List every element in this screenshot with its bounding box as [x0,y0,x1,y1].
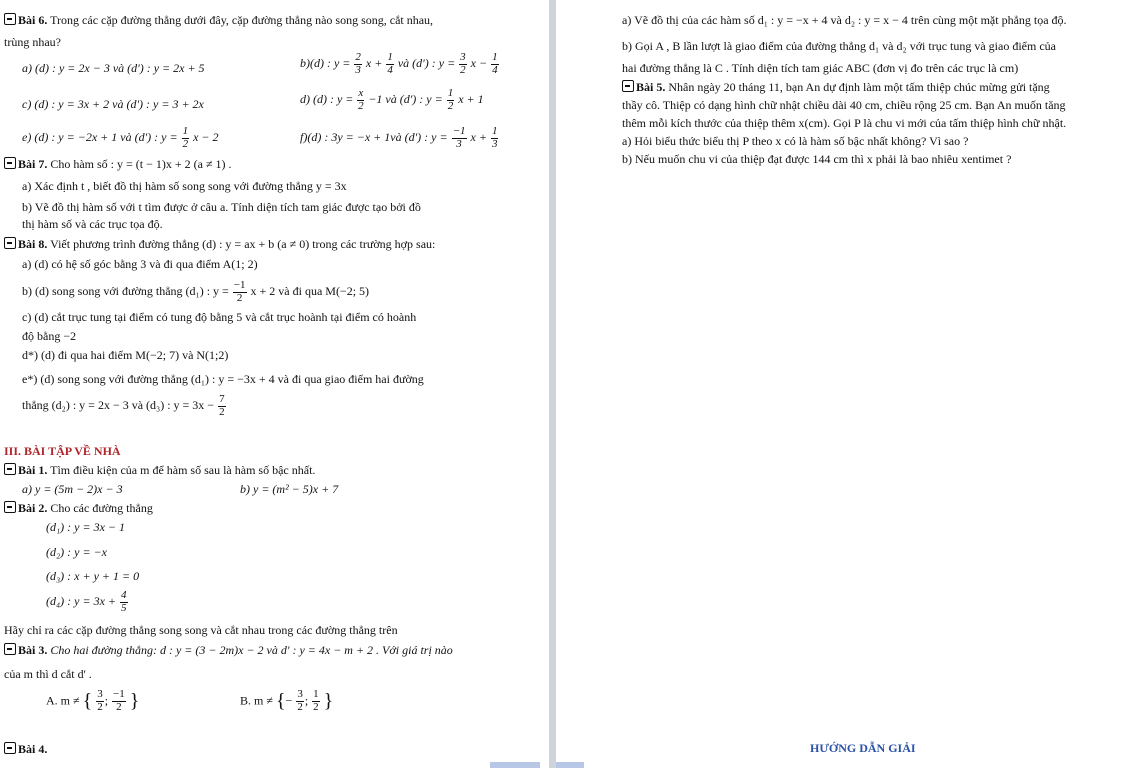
hw3-heading: Bài 3. Cho hai đường thẳng: d : y = (3 − 2m)x − 2 và d' : y = 4x − m + 2 . Với giá trị nào [4,642,453,658]
bai8-d: d*) (d) đi qua hai điểm M(−2; 7) và N(1;2) [22,348,229,362]
guide-heading: HƯỚNG DẪN GIẢI [810,741,916,755]
bai8-e2: thẳng (d₂) : y = 2x − 3 và (d₃) : y = 3x − $\frac{7}{2}$ [22,393,225,418]
pencil-icon [4,237,16,249]
pencil-icon [4,501,16,513]
bai6-e: e) (d) : y = −2x + 1 và (d') : y = $\frac{1}{2}$ x − 2 [22,125,219,150]
hw2-d2: (d₂) : y = −x [46,545,108,559]
pencil-icon [4,643,16,655]
hw4-heading: Bài 4. [4,741,47,757]
page-bottom-bar [556,762,584,768]
bai6-f: f)(d) : 3y = −x + 1và (d') : y = $\frac{-1}{3}$ x + $\frac{1}{3}$ [300,125,498,150]
hw3-option-b: B. m ≠ {− $\frac{3}{2}$ ; $\frac{1}{2}$ } [240,688,334,713]
hw3-option-a: A. m ≠ { $\frac{3}{2}$ ; $\frac{-1}{2}$ } [46,688,140,713]
bai6-b: b)(d) : y = $\frac{2}{3}$ x + $\frac{1}{4}$ và (d') : y = $\frac{3}{2}$ x − $\frac{1}{4}$ [300,51,498,76]
pencil-icon [4,157,16,169]
bai7-b1: b) Vẽ đồ thị hàm số với t tìm được ở câu a. Tính diện tích tam giác được tạo bởi đồ [22,200,421,214]
hw2-d1: (d₁) : y = 3x − 1 [46,520,126,534]
hw2-ask: Hãy chỉ ra các cặp đường thẳng song song và cắt nhau trong các đường thẳng trên [4,623,398,637]
bai8-b: b) (d) song song với đường thẳng (d₁) : y = $\frac{-1}{2}$ x + 2 và đi qua M(−2; 5) [22,279,370,304]
pencil-icon [622,80,634,92]
pencil-icon [4,463,16,475]
bai6-d: d) (d) : y = $\frac{x}{2}$ −1 và (d') : y = $\frac{1}{2}$ x + 1 [300,87,484,112]
bai5-a: a) Hỏi biểu thức biểu thị P theo x có là hàm số bậc nhất không? Vì sao ? [622,134,969,148]
pencil-icon [4,13,16,25]
bai5-text2: thầy cô. Thiệp có dạng hình chữ nhật chiều dài 40 cm, chiều rộng 25 cm. Bạn An muốn tăng [622,98,1066,112]
right-a: a) Vẽ đồ thị của các hàm số d₁ : y = −x + 4 và d₂ : y = x − 4 trên cùng một mặt phẳng tọa độ. [622,13,1067,27]
bai8-heading: Bài 8. Viết phương trình đường thẳng (d) : y = ax + b (a ≠ 0) trong các trường hợp sau: [4,236,435,252]
hw2-d4: (d₄) : y = 3x + $\frac{4}{5}$ [46,589,127,614]
bai6-text2: trùng nhau? [4,35,61,49]
right-b2: hai đường thẳng là C . Tính diện tích tam giác ABC (đơn vị đo trên các trục là cm) [622,61,1019,75]
bai6-heading [4,12,433,28]
hw1-heading: Bài 1. Tìm điều kiện của m để hàm số sau là hàm số bậc nhất. [4,462,315,478]
bai8-a: a) (d) có hệ số góc bằng 3 và đi qua điểm A(1; 2) [22,257,258,271]
hw3-text2: của m thì d cắt d' . [4,667,92,681]
hw1-a: a) y = (5m − 2)x − 3 [22,482,123,496]
bai8-c1: c) (d) cắt trục tung tại điểm có tung độ bằng 5 và cắt trục hoành tại điểm có hoành [22,310,417,324]
bai7-heading: Bài 7. Cho hàm số : y = (t − 1)x + 2 (a ≠ 1) . [4,156,232,172]
bai7-a: a) Xác định t , biết đồ thị hàm số song song với đường thẳng y = 3x [22,179,347,193]
bai5-heading: Bài 5. Nhân ngày 20 tháng 11, bạn An dự định làm một tấm thiệp chúc mừng gửi tặng [622,79,1050,95]
pencil-icon [4,742,16,754]
right-b1: b) Gọi A , B lần lượt là giao điểm của đường thẳng d₁ và d₂ với trục tung và giao điểm của [622,39,1056,53]
bai6-text1: Trong các cặp đường thẳng dưới đây, cặp đường thẳng nào song song, cắt nhau, [50,13,434,27]
bai7-b2: thị hàm số và các trục tọa độ. [22,217,163,231]
right-page [556,0,1138,768]
hw2-heading: Bài 2. Cho các đường thẳng [4,500,153,516]
hw1-b: b) y = (m² − 5)x + 7 [240,482,339,496]
page-bottom-bar [490,762,540,768]
left-page [0,0,549,768]
bai6-a: a) (d) : y = 2x − 3 và (d') : y = 2x + 5 [22,61,205,75]
bai8-c2: độ bằng −2 [22,329,77,343]
bai5-text3: thêm mỗi kích thước của thiệp thêm x(cm). Gọi P là chu vi mới của tấm thiệp hình chữ nhật. [622,116,1067,130]
bai6-title: Bài 6. [18,13,48,27]
section-title: III. BÀI TẬP VỀ NHÀ [4,444,121,458]
bai6-c: c) (d) : y = 3x + 2 và (d') : y = 3 + 2x [22,97,204,111]
bai5-b: b) Nếu muốn chu vi của thiệp đạt được 144 cm thì x phải là bao nhiêu xentimet ? [622,152,1012,166]
bai8-e1: e*) (d) song song với đường thẳng (d₁) : y = −3x + 4 và đi qua giao điểm hai đường [22,372,424,386]
hw2-d3: (d₃) : x + y + 1 = 0 [46,569,140,583]
